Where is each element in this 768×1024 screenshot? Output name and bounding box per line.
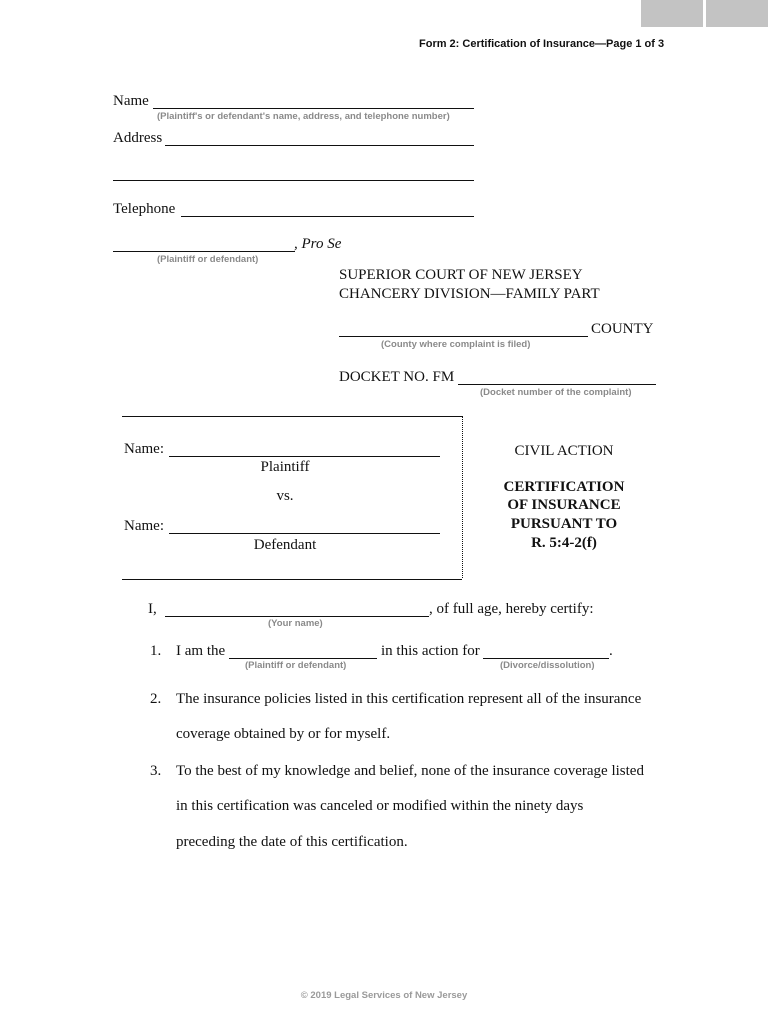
defendant-name-label: Name: [124,518,164,534]
plaintiff-role: Plaintiff [260,459,310,475]
telephone-label: Telephone [113,201,176,217]
county-hint: (County where complaint is filed) [381,339,531,350]
caption-divider [462,416,463,578]
party-role-hint: (Plaintiff or defendant) [245,660,347,671]
telephone-field[interactable] [181,216,474,217]
court-name-line1: SUPERIOR COURT OF NEW JERSEY [339,267,583,283]
doc-title-line2: OF INSURANCE [507,497,621,513]
address-label: Address [113,130,163,146]
plaintiff-name-label: Name: [124,441,164,457]
pro-se-hint: (Plaintiff or defendant) [157,254,259,265]
county-label: COUNTY [591,321,654,337]
address-field-line2[interactable] [113,180,474,181]
item1-text-b: in this action for [381,643,480,659]
county-field[interactable] [339,336,588,337]
name-hint: (Plaintiff's or defendant's name, address, and telephone number) [157,111,450,122]
page-tab-1[interactable] [641,0,703,27]
name-label: Name [113,93,149,109]
page-tab-2[interactable] [706,0,768,27]
civil-action-label: CIVIL ACTION [514,443,614,459]
plaintiff-name-field[interactable] [169,456,440,457]
form-title: Form 2: Certification of Insurance—Page 1 of 3 [419,38,665,50]
item2-number: 2. [150,691,162,707]
docket-hint: (Docket number of the complaint) [480,387,632,398]
item1-end: . [609,643,613,659]
your-name-hint: (Your name) [268,618,323,629]
party-role-field[interactable] [229,658,377,659]
item3-line1: To the best of my knowledge and belief, none of the insurance coverage listed [176,763,644,779]
item2-line1: The insurance policies listed in this certification represent all of the insurance [176,691,642,707]
versus-text: vs. [276,488,294,504]
intro-prefix: I, [148,601,157,617]
address-field-line1[interactable] [165,145,474,146]
item1-number: 1. [150,643,162,659]
intro-suffix: , of full age, hereby certify: [429,601,594,617]
item3-number: 3. [150,763,162,779]
pro-se-party-field[interactable] [113,251,295,252]
name-field[interactable] [153,108,474,109]
action-type-field[interactable] [483,658,609,659]
doc-title-line3: PURSUANT TO [510,516,618,532]
doc-title-line1: CERTIFICATION [503,479,625,495]
item1-text-a: I am the [176,643,226,659]
doc-title-line4: R. 5:4-2(f) [531,535,597,551]
item2-line2: coverage obtained by or for myself. [176,726,391,742]
defendant-name-field[interactable] [169,533,440,534]
defendant-role: Defendant [253,537,317,553]
docket-field[interactable] [458,384,656,385]
action-type-hint: (Divorce/dissolution) [500,660,595,671]
item3-line3: preceding the date of this certification. [176,834,408,850]
your-name-field[interactable] [165,616,429,617]
pro-se-label: , Pro Se [294,236,342,252]
footer-copyright: © 2019 Legal Services of New Jersey [300,990,468,1001]
docket-label: DOCKET NO. FM [339,369,455,385]
item3-line2: in this certification was canceled or modified within the ninety days [176,798,584,814]
court-name-line2: CHANCERY DIVISION—FAMILY PART [339,286,600,302]
